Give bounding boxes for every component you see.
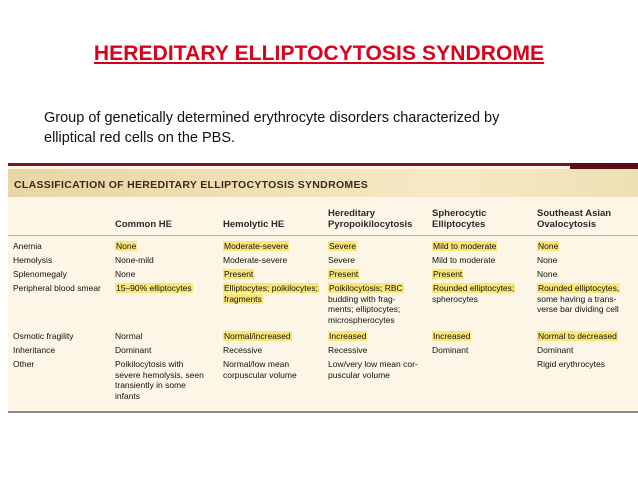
table-cell-line: 15–90% elliptocytes [116, 283, 192, 293]
table-cell-line: Moderate-severe [224, 241, 289, 251]
table-cell [432, 269, 463, 280]
table-cell-line: Normal [115, 331, 143, 341]
table-cell-line: Poikilocytosis; RBC [329, 283, 403, 293]
table-grid [8, 163, 638, 411]
table-cell-line: puscular volume [328, 369, 390, 380]
table-cell-line: Dominant [115, 345, 152, 355]
table-cell [115, 241, 137, 252]
table-cell-line: None [537, 269, 558, 279]
table-cell [328, 241, 357, 252]
row-label: Other [13, 359, 35, 369]
table-cell [115, 283, 193, 294]
row-label: Hemolysis [13, 255, 53, 265]
table-cell-line: verse bar dividing cell [537, 304, 619, 314]
table-cell-line: Low/very low mean cor- [328, 359, 418, 369]
table-cell [115, 255, 154, 266]
table-title: CLASSIFICATION OF HEREDITARY ELLIPTOCYTOSIS SYNDROMES [14, 179, 369, 191]
column-header-line: Hereditary [328, 208, 375, 219]
column-header-line: Pyropoikilocytosis [328, 219, 413, 230]
table-cell-line: Present [433, 269, 463, 279]
table-cell-line: Present [224, 269, 254, 279]
table-cell-line: Severe [329, 241, 356, 251]
table-cell-line: Normal to decreased [538, 331, 617, 341]
table-cell-line: Rounded elliptocytes; [433, 283, 515, 293]
table-cell [223, 345, 262, 356]
table-cell-line: Recessive [223, 345, 263, 355]
table-cell-line: corpuscular volume [223, 369, 297, 380]
row-label: Peripheral blood smear [13, 283, 101, 293]
table-cell-line: severe hemolysis, seen [115, 369, 204, 380]
table-cell [432, 241, 497, 252]
column-header-line: Ovalocytosis [537, 219, 597, 230]
column-header-2 [223, 219, 284, 230]
table-cell-line: fragments [224, 293, 262, 304]
table-cell [115, 269, 135, 280]
table-cell [328, 283, 404, 325]
table-cell [537, 283, 620, 315]
column-header-5 [537, 208, 611, 230]
table-cell [115, 345, 151, 356]
table-cell-line: Present [329, 269, 359, 279]
intro-line-2: elliptical red cells on the PBS. [44, 130, 236, 146]
table-cell-line: transiently in some [115, 380, 186, 390]
table-cell-line: None-mild [115, 255, 154, 265]
table-cell [537, 331, 618, 342]
table-cell [537, 345, 573, 356]
table-cell [223, 241, 289, 252]
table-cell-line: ments; elliptocytes; [328, 304, 401, 314]
table-cell-line: budding with frag- [328, 293, 396, 304]
table-cell [328, 331, 367, 342]
intro-text [44, 108, 584, 148]
table-cell [328, 269, 359, 280]
table-cell-line: None [537, 255, 558, 265]
table-cell-line: some having a trans- [537, 293, 617, 304]
column-header-line: Spherocytic [432, 208, 487, 219]
table-cell [432, 283, 515, 304]
table-cell-line: Increased [433, 331, 471, 341]
table-cell-line: None [116, 241, 137, 251]
column-header-line: Common HE [115, 219, 172, 230]
table-cell [223, 331, 292, 342]
table-cell-line: Rounded elliptocytes, [538, 283, 620, 293]
table-cell [115, 331, 142, 342]
column-header-3 [328, 208, 412, 230]
column-header-line: Hemolytic HE [223, 219, 285, 230]
table-cell [223, 255, 287, 266]
table-cell [328, 359, 418, 380]
table-cell-line: Dominant [537, 345, 574, 355]
table-cell-line: Moderate-severe [223, 255, 288, 265]
row-label: Splenomegaly [13, 269, 67, 279]
table-cell-line: Mild to moderate [432, 255, 496, 265]
table-cell-line: Elliptocytes; poikilocytes; [224, 283, 319, 293]
table-cell [223, 359, 297, 380]
column-header-1 [115, 219, 172, 230]
table-cell-line: Mild to moderate [433, 241, 497, 251]
header-divider [8, 235, 638, 236]
table-cell [328, 255, 355, 266]
row-label: Anemia [13, 241, 42, 251]
table-cell [537, 359, 605, 370]
table-cell-line: None [538, 241, 559, 251]
table-cell [432, 331, 471, 342]
table-cell [432, 345, 468, 356]
table-cell [328, 345, 367, 356]
row-label: Inheritance [13, 345, 56, 355]
table-cell-line: Dominant [432, 345, 469, 355]
classification-table [8, 163, 638, 413]
table-cell [537, 241, 559, 252]
column-header-line: Elliptocytes [432, 219, 486, 230]
column-header-4 [432, 208, 486, 230]
table-cell-line: None [115, 269, 136, 279]
table-cell-line: infants [115, 390, 141, 401]
table-cell [115, 359, 204, 401]
slide-title: HEREDITARY ELLIPTOCYTOSIS SYNDROME [93, 42, 545, 65]
table-cell-line: Normal/low mean [223, 359, 290, 369]
row-label: Osmotic fragility [13, 331, 74, 341]
table-cell-line: Normal/increased [224, 331, 291, 341]
table-cell-line: Rigid erythrocytes [537, 359, 606, 369]
table-cell-line: Poikilocytosis with [115, 359, 184, 369]
table-cell [432, 255, 495, 266]
table-cell-line: microspherocytes [328, 314, 395, 325]
table-cell-line: Severe [328, 255, 355, 265]
table-cell-line: Increased [329, 331, 367, 341]
table-cell [223, 283, 319, 304]
table-cell-line: spherocytes [432, 293, 478, 304]
table-cell-line: Recessive [328, 345, 368, 355]
column-header-line: Southeast Asian [537, 208, 612, 219]
table-cell [223, 269, 254, 280]
table-cell [537, 269, 557, 280]
table-cell [537, 255, 557, 266]
intro-line-1: Group of genetically determined erythrocyte disorders characterized by [44, 110, 500, 126]
